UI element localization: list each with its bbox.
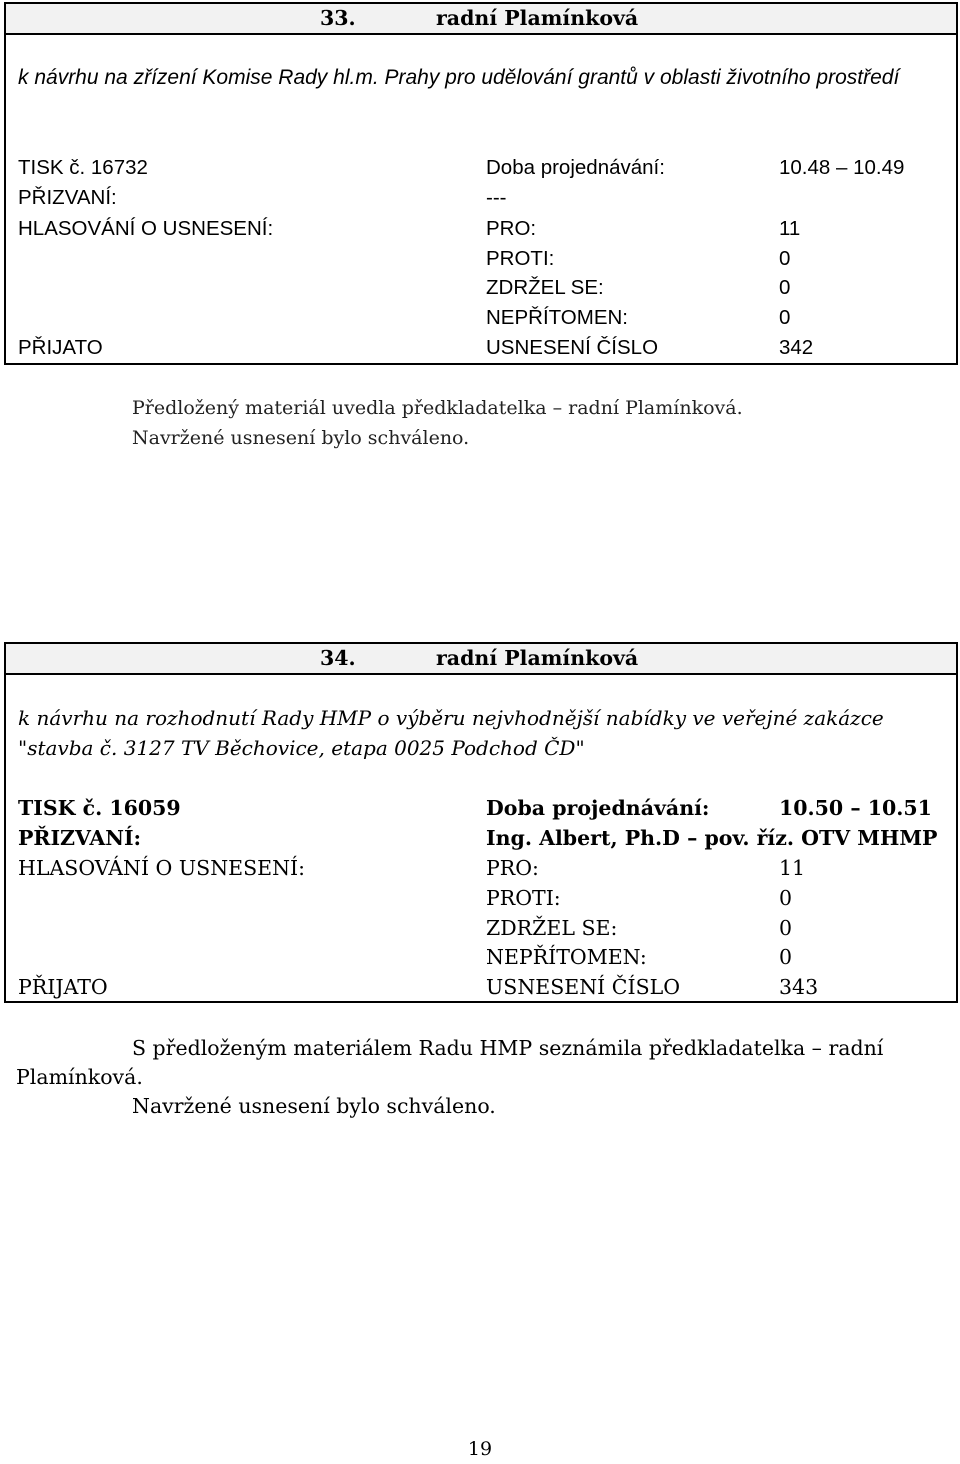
doba-label: Doba projednávání: [486, 796, 710, 820]
nepritomen-label: NEPŘÍTOMEN: [486, 306, 628, 329]
doba-value: 10.48 – 10.49 [779, 156, 905, 179]
agenda-item-34 [4, 642, 956, 1007]
narrative-line: Předložený materiál uvedla předkladatelka – radní Plamínková. [132, 397, 743, 419]
agenda-item-33 [4, 2, 956, 412]
nepritomen-value: 0 [779, 945, 793, 969]
usneseni-label: USNESENÍ ČÍSLO [486, 975, 681, 999]
usneseni-value: 343 [779, 975, 819, 999]
hlasovani-label: HLASOVÁNÍ O USNESENÍ: [18, 856, 306, 880]
prizvani-value: Ing. Albert, Ph.D – pov. říz. OTV MHMP [486, 826, 938, 850]
narrative-line: S předloženým materiálem Radu HMP seznámila předkladatelka – radní Plamínková. [16, 1036, 884, 1089]
nepritomen-value: 0 [779, 306, 791, 329]
tisk-number: TISK č. 16732 [18, 156, 148, 179]
usneseni-label: USNESENÍ ČÍSLO [486, 336, 659, 359]
item-header [4, 642, 958, 675]
tisk-number: TISK č. 16059 [18, 796, 181, 820]
zdrzel-value: 0 [779, 276, 791, 299]
narrative-line: Navržené usnesení bylo schváleno. [132, 427, 470, 449]
narrative-line: Navržené usnesení bylo schváleno. [132, 1094, 496, 1118]
prizvani-label: PŘIZVANÍ: [18, 186, 117, 209]
item-presenter: radní Plamínková [436, 6, 639, 30]
item-number: 34. [320, 646, 356, 670]
proti-value: 0 [779, 886, 793, 910]
prizvani-label: PŘIZVANÍ: [18, 826, 142, 850]
proti-label: PROTI: [486, 886, 561, 910]
doba-label: Doba projednávání: [486, 156, 665, 179]
zdrzel-value: 0 [779, 916, 793, 940]
usneseni-value: 342 [779, 336, 814, 359]
prizvani-value: --- [486, 186, 507, 209]
item-details [4, 33, 958, 365]
item-subject: k návrhu na rozhodnutí Rady HMP o výběru nejvhodnější nabídky ve veřejné zakázce "stavba č. 3127 TV Běchovice, etapa 0025 Podchod ČD" [18, 706, 884, 760]
item-details [4, 673, 958, 1003]
result-label: PŘIJATO [18, 336, 103, 359]
item-presenter: radní Plamínková [436, 646, 639, 670]
doba-value: 10.50 – 10.51 [779, 796, 932, 820]
zdrzel-label: ZDRŽEL SE: [486, 916, 618, 940]
item-number: 33. [320, 6, 356, 30]
proti-label: PROTI: [486, 247, 555, 270]
proti-value: 0 [779, 247, 791, 270]
zdrzel-label: ZDRŽEL SE: [486, 276, 604, 299]
result-label: PŘIJATO [18, 975, 108, 999]
pro-value: 11 [779, 856, 806, 880]
pro-label: PRO: [486, 217, 537, 240]
nepritomen-label: NEPŘÍTOMEN: [486, 945, 647, 969]
item-header [4, 2, 958, 35]
hlasovani-label: HLASOVÁNÍ O USNESENÍ: [18, 217, 274, 240]
pro-value: 11 [779, 217, 801, 240]
page-number: 19 [467, 1438, 493, 1460]
pro-label: PRO: [486, 856, 539, 880]
item-subject: k návrhu na zřízení Komise Rady hl.m. Prahy pro udělování grantů v oblasti životního prostředí [18, 66, 900, 89]
